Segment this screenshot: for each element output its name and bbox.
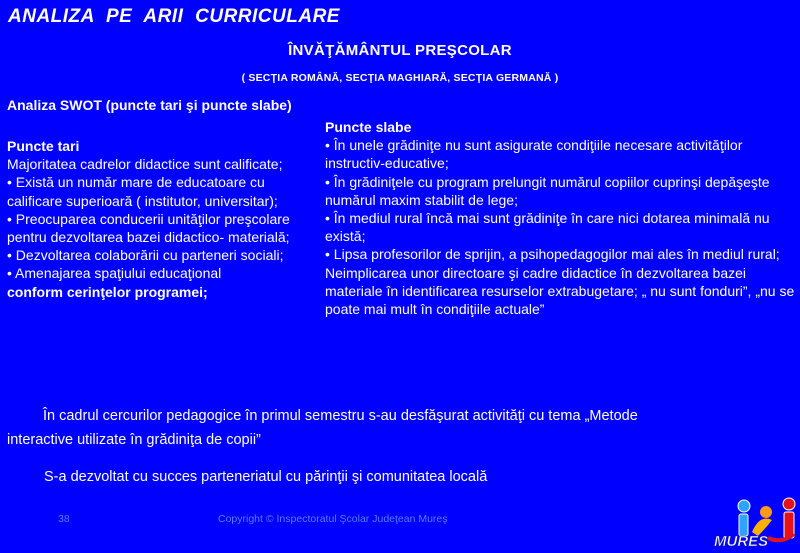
logo-wordmark: MURES bbox=[714, 533, 769, 550]
strengths-column bbox=[7, 137, 307, 301]
bullet-icon: • bbox=[7, 174, 16, 191]
bullet-icon: • bbox=[7, 210, 16, 227]
strengths-item: • Preocuparea conducerii unităţilor preşcolare pentru dezvoltarea bazei didactico- materială; bbox=[7, 210, 290, 246]
footer-copyright: Copyright © Inspectoratul Şcolar Judeţean Mureş bbox=[218, 513, 448, 525]
weaknesses-column bbox=[325, 118, 795, 318]
bullet-icon: • bbox=[325, 173, 334, 190]
paragraph-line: interactive utilizate în grădiniţa de copii” bbox=[7, 432, 261, 448]
page-number: 38 bbox=[58, 513, 70, 525]
bullet-icon: • bbox=[325, 246, 334, 263]
bullet-icon: • bbox=[325, 137, 334, 154]
paragraph-line: În cadrul cercurilor pedagogice în primul semestru s-au desfăşurat activităţi cu tema „Metode bbox=[43, 408, 638, 424]
swot-heading: Analiza SWOT (puncte tari şi puncte slabe) bbox=[7, 97, 292, 113]
weaknesses-item: • Lipsa profesorilor de sprijin, a psihopedagogilor mai ales în mediul rural; bbox=[325, 246, 780, 263]
strengths-heading: Puncte tari bbox=[7, 138, 80, 154]
strengths-item: • Există un număr mare de educatoare cu calificare superioară ( institutor, universitar); bbox=[7, 174, 278, 209]
weaknesses-closing: Neimplicarea unor directoare şi cadre didactice în dezvoltarea bazei materiale în identificarea resurselor extrabugetare; „ nu sunt fonduri”, „nu se poate mai mult în condiţiile actuale” bbox=[325, 264, 795, 318]
weaknesses-item: • În unele grădiniţe nu sunt asigurate condiţiile necesare activităţilor instructiv-educative; bbox=[325, 137, 743, 172]
paragraph-pedagogical-circles bbox=[7, 404, 638, 452]
weaknesses-heading: Puncte slabe bbox=[325, 119, 412, 135]
weaknesses-item: • În mediul rural încă mai sunt grădiniţe în care nici dotarea minimală nu există; bbox=[325, 210, 770, 245]
bullet-icon: • bbox=[325, 210, 334, 227]
weaknesses-item: • În grădiniţele cu program prelungit numărul copiilor cuprinşi depăşeşte numărul maxim stabilit de lege; bbox=[325, 173, 770, 208]
sections-line: ( SECŢIA ROMÂNĂ, SECŢIA MAGHIARĂ, SECŢIA GERMANĂ ) bbox=[241, 72, 559, 84]
strengths-closing: conform cerinţelor programei; bbox=[7, 283, 208, 300]
bullet-icon: • bbox=[7, 247, 16, 264]
slide-subtitle: ÎNVĂŢĂMÂNTUL PREŞCOLAR bbox=[288, 42, 512, 59]
slide-title: ANALIZA PE ARII CURRICULARE bbox=[8, 6, 340, 27]
bullet-icon: • bbox=[7, 265, 16, 282]
strengths-item: • Amenajarea spaţiului educaţional bbox=[7, 265, 222, 282]
inspectorate-logo bbox=[708, 494, 798, 552]
strengths-intro: Majoritatea cadrelor didactice sunt calificate; bbox=[7, 156, 283, 173]
paragraph-partnership: S-a dezvoltat cu succes parteneriatul cu părinţii şi comunitatea locală bbox=[44, 469, 488, 485]
strengths-item: • Dezvoltarea colaborării cu parteneri sociali; bbox=[7, 247, 284, 264]
